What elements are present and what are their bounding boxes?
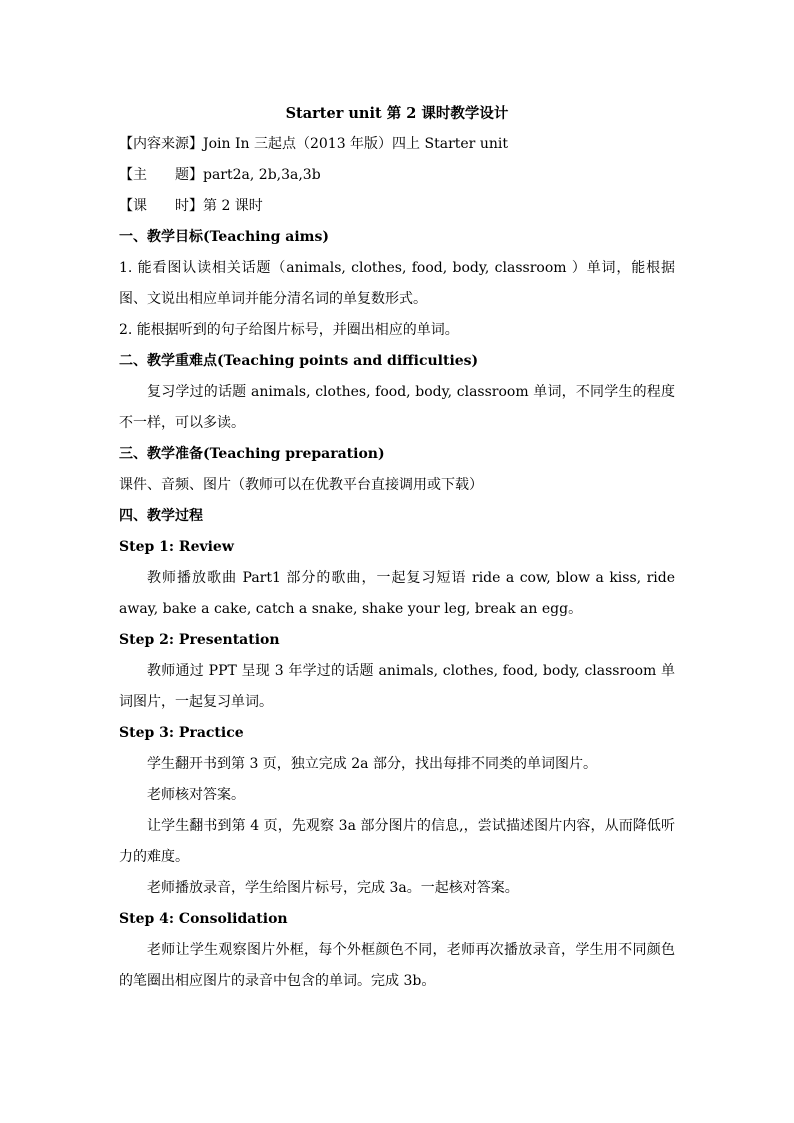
prep-text: 课件、音频、图片（教师可以在优教平台直接调用或下载） — [119, 477, 483, 493]
points-text: 复习学过的话题 animals, clothes, food, body, classroom 单词，不同学生的程度不一样，可以多读。 — [119, 384, 675, 431]
step-4-text: 老师让学生观察图片外框，每个外框颜色不同，老师再次播放录音，学生用不同颜色的笔圈出相应图片的录音中包含的单词。完成 3b。 — [119, 942, 675, 989]
aims-heading: 一、教学目标(Teaching aims) — [119, 229, 329, 245]
step-3-text-2: 老师核对答案。 — [147, 787, 245, 803]
aim-1: 1. 能看图认读相关话题（animals, clothes, food, body, classroom ）单词，能根据图、文说出相应单词并能分清名词的单复数形式。 — [119, 260, 675, 307]
step-4-title: Step 4: Consolidation — [119, 911, 288, 927]
document-title: Starter unit 第 2 课时教学设计 — [285, 105, 509, 122]
document-page — [119, 98, 675, 997]
meta-topic: 【主 题】part2a, 2b,3a,3b — [119, 167, 321, 183]
step-2-title: Step 2: Presentation — [119, 632, 280, 648]
meta-period: 【课 时】第 2 课时 — [119, 198, 263, 214]
step-3-title: Step 3: Practice — [119, 725, 244, 741]
process-heading: 四、教学过程 — [119, 508, 203, 524]
step-3-text-4: 老师播放录音，学生给图片标号，完成 3a。一起核对答案。 — [147, 880, 519, 896]
prep-heading: 三、教学准备(Teaching preparation) — [119, 446, 385, 462]
step-1-text: 教师播放歌曲 Part1 部分的歌曲，一起复习短语 ride a cow, blow a kiss, ride away, bake a cake, catch a snake, shake your leg, break an egg。 — [119, 570, 675, 617]
points-heading: 二、教学重难点(Teaching points and difficulties) — [119, 353, 479, 369]
step-2-text: 教师通过 PPT 呈现 3 年学过的话题 animals, clothes, food, body, classroom 单词图片，一起复习单词。 — [119, 663, 675, 710]
step-3-text-1: 学生翻开书到第 3 页，独立完成 2a 部分，找出每排不同类的单词图片。 — [147, 756, 597, 772]
step-1-title: Step 1: Review — [119, 539, 234, 555]
meta-source: 【内容来源】Join In 三起点（2013 年版）四上 Starter unit — [119, 136, 508, 152]
aim-2: 2. 能根据听到的句子给图片标号，并圈出相应的单词。 — [119, 322, 459, 338]
step-3-text-3: 让学生翻书到第 4 页，先观察 3a 部分图片的信息,，尝试描述图片内容，从而降低听力的难度。 — [119, 818, 675, 865]
